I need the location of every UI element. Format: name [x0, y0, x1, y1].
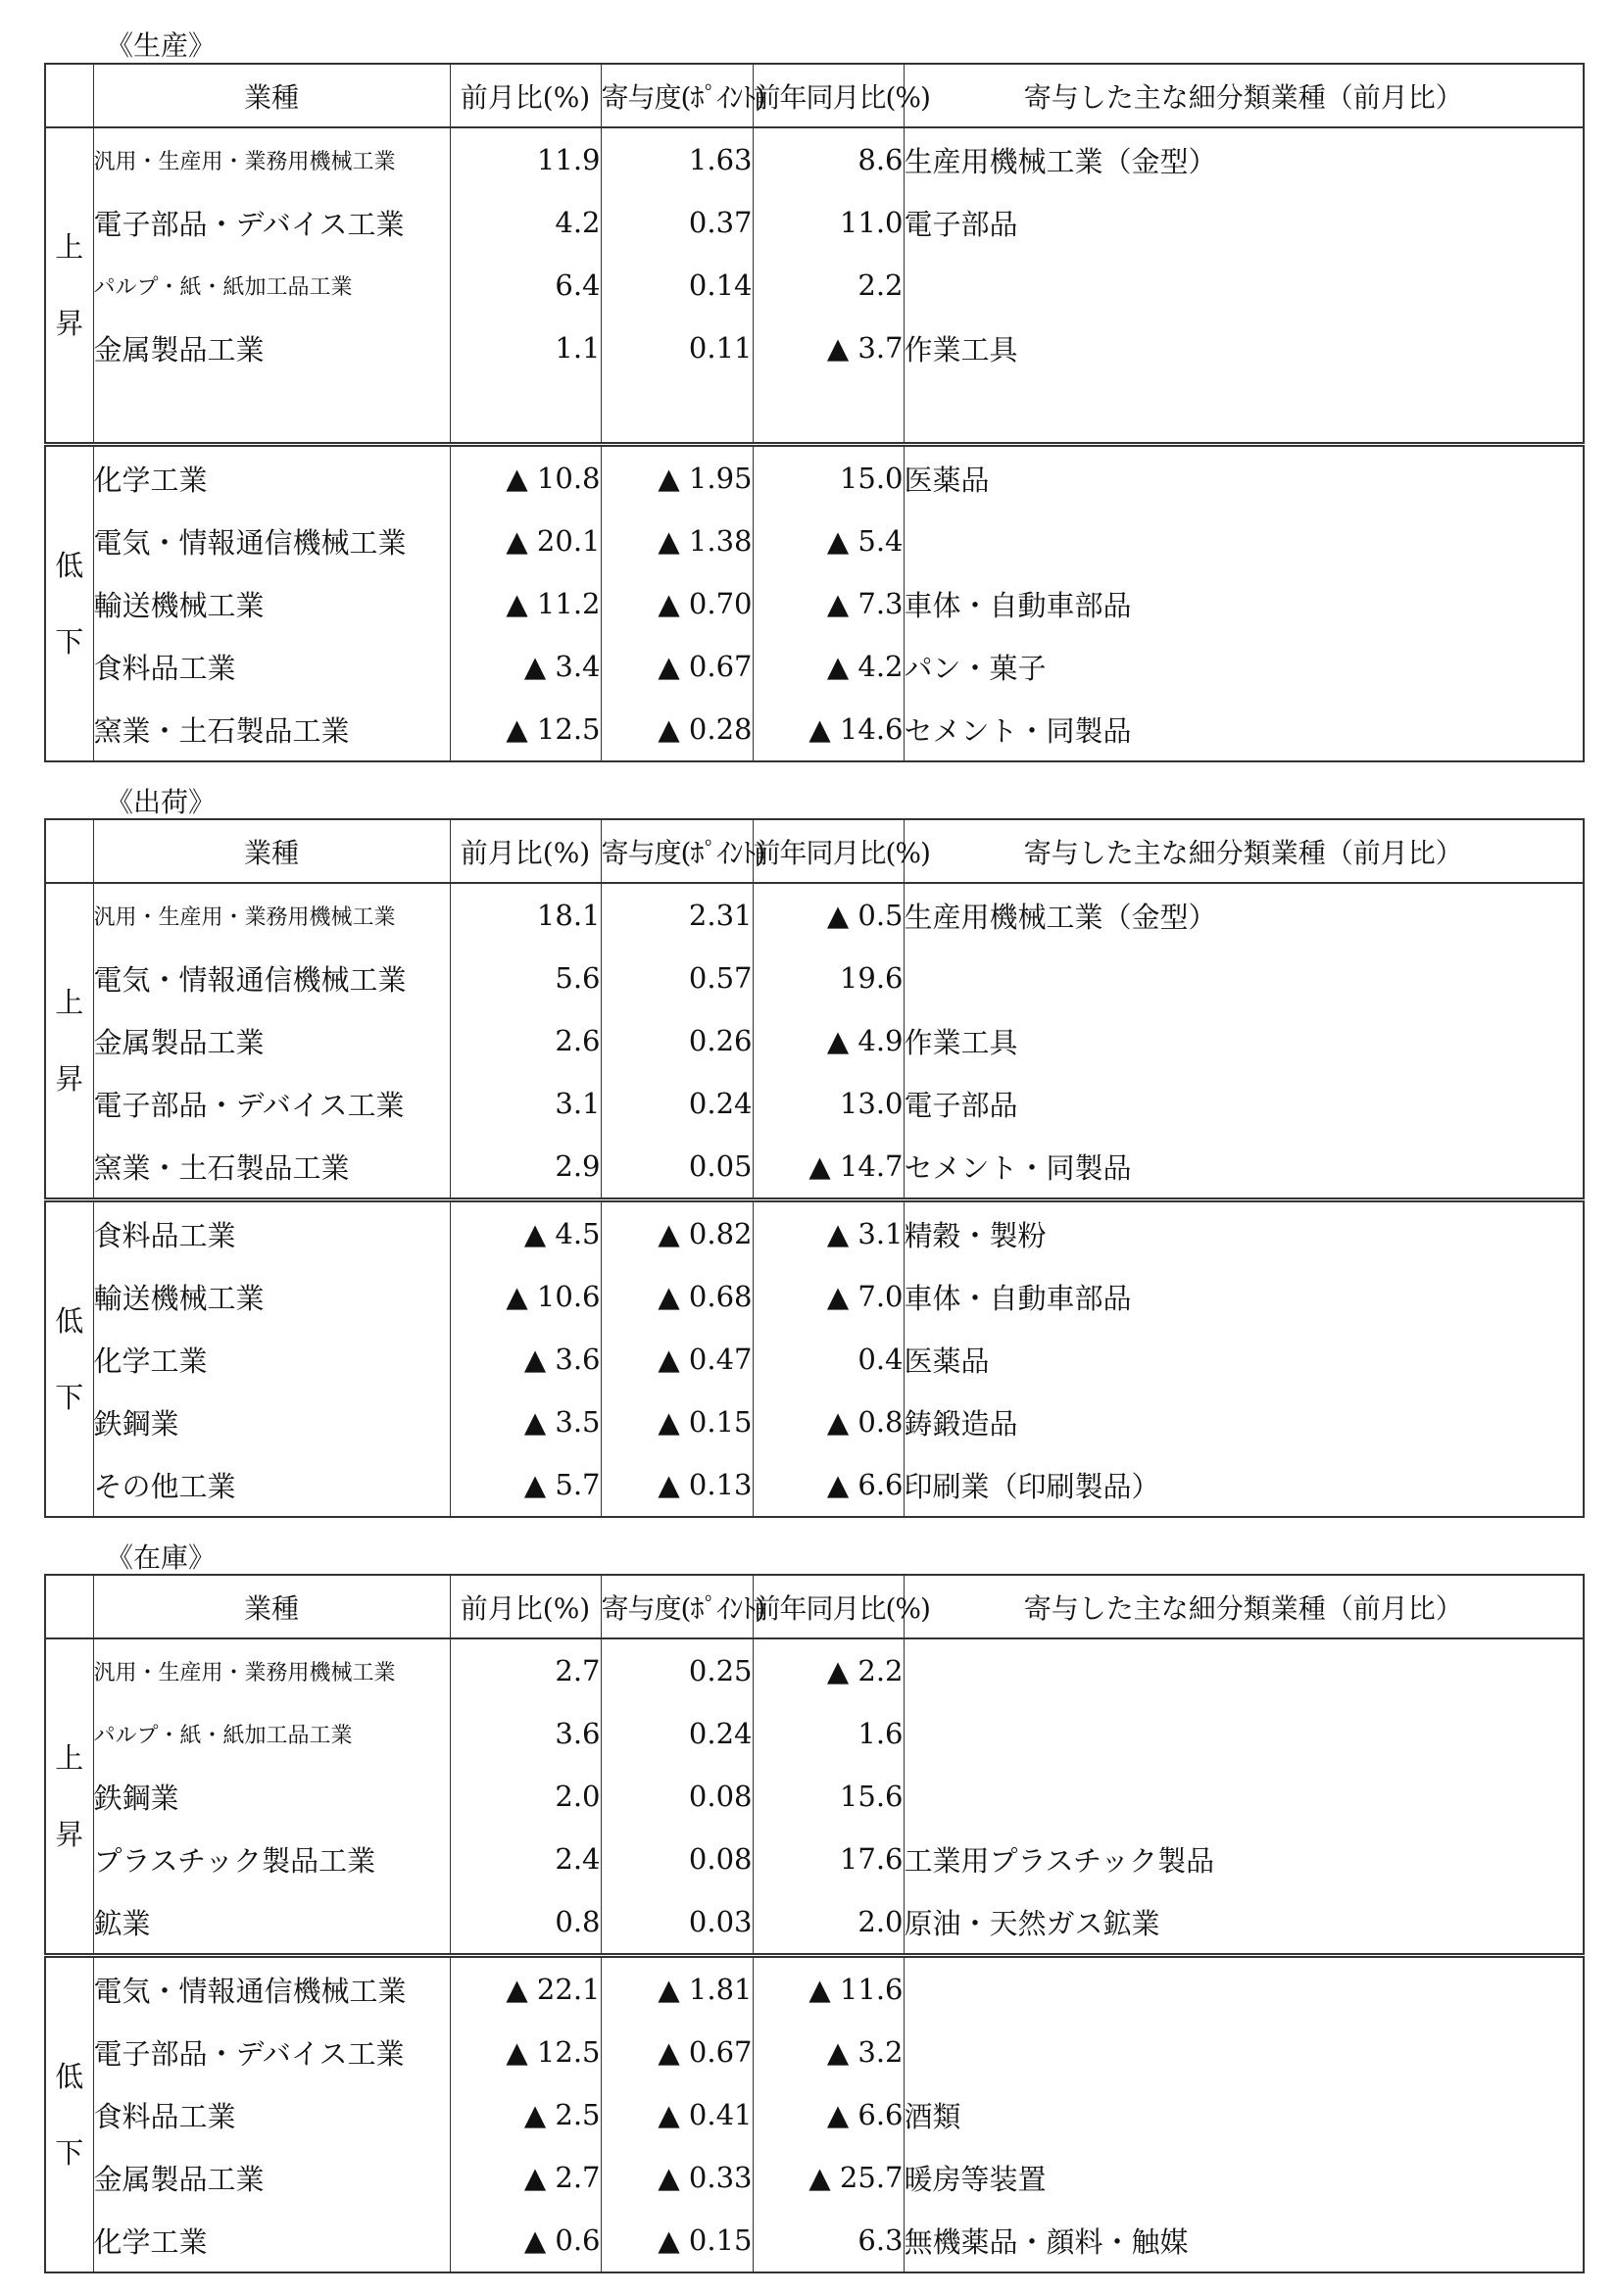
group-label-char: 上 — [55, 230, 84, 264]
yoy-change: 8.6 — [753, 127, 904, 191]
table-row — [45, 2209, 1584, 2272]
table-row — [45, 317, 1584, 379]
yoy-change: ▲ 11.6 — [753, 1956, 904, 2022]
industry-name: 汎用・生産用・業務用機械工業 — [93, 883, 450, 947]
industry-name: パルプ・紙・紙加工品工業 — [93, 254, 450, 317]
header-row — [45, 64, 1584, 127]
contribution: 0.24 — [601, 1072, 753, 1135]
header-mom: 前月比(%) — [450, 1575, 601, 1638]
table-row — [45, 2083, 1584, 2146]
table-row — [45, 1956, 1584, 2022]
header-industry: 業種 — [93, 64, 450, 127]
contribution: 0.14 — [601, 254, 753, 317]
contribution: ▲ 1.38 — [601, 510, 753, 572]
contribution: 1.63 — [601, 127, 753, 191]
subcategory — [904, 2021, 1584, 2083]
subcategory — [904, 1765, 1584, 1828]
table-row — [45, 510, 1584, 572]
mom-change — [450, 379, 601, 445]
table-row — [45, 1828, 1584, 1890]
industry-name: 窯業・土石製品工業 — [93, 698, 450, 761]
industry-name: 電子部品・デバイス工業 — [93, 2021, 450, 2083]
subcategory: 工業用プラスチック製品 — [904, 1828, 1584, 1890]
group-label-char: 昇 — [55, 1818, 84, 1851]
group-label-char: 下 — [55, 1381, 84, 1414]
table-row — [45, 698, 1584, 761]
yoy-change: ▲ 0.8 — [753, 1391, 904, 1453]
yoy-change: 15.0 — [753, 445, 904, 511]
yoy-change: ▲ 7.0 — [753, 1265, 904, 1328]
subcategory: 作業工具 — [904, 1009, 1584, 1072]
table-row — [45, 1009, 1584, 1072]
industry-name: 食料品工業 — [93, 2083, 450, 2146]
mom-change: ▲ 0.6 — [450, 2209, 601, 2272]
subcategory: 作業工具 — [904, 317, 1584, 379]
contribution: 0.37 — [601, 191, 753, 254]
table-row — [45, 445, 1584, 511]
yoy-change: ▲ 4.9 — [753, 1009, 904, 1072]
subcategory: 精穀・製粉 — [904, 1200, 1584, 1266]
header-contribution: 寄与度(ﾎﾟｲﾝﾄ) — [601, 64, 753, 127]
group-label-char: 下 — [55, 625, 84, 659]
section-title: 《在庫》 — [106, 1541, 217, 1574]
yoy-change: ▲ 7.3 — [753, 572, 904, 635]
subcategory: 原油・天然ガス鉱業 — [904, 1890, 1584, 1956]
header-row — [45, 819, 1584, 883]
header-group — [45, 819, 93, 883]
industry-name: 電気・情報通信機械工業 — [93, 510, 450, 572]
subcategory: 車体・自動車部品 — [904, 572, 1584, 635]
table-row — [45, 2021, 1584, 2083]
group-label-up — [45, 883, 93, 1200]
industry-name: 鉱業 — [93, 1890, 450, 1956]
industry-name: 窯業・土石製品工業 — [93, 1135, 450, 1200]
subcategory: パン・菓子 — [904, 635, 1584, 698]
industry-name: パルプ・紙・紙加工品工業 — [93, 1702, 450, 1765]
table-row — [45, 1638, 1584, 1702]
header-yoy: 前年同月比(%) — [753, 1575, 904, 1638]
yoy-change: ▲ 6.6 — [753, 2083, 904, 2146]
contribution: 0.08 — [601, 1765, 753, 1828]
production-table — [44, 63, 1585, 762]
mom-change: 3.1 — [450, 1072, 601, 1135]
group-label-down — [45, 1200, 93, 1518]
yoy-change: 1.6 — [753, 1702, 904, 1765]
contribution: 0.05 — [601, 1135, 753, 1200]
yoy-change: ▲ 6.6 — [753, 1453, 904, 1517]
industry-name — [93, 379, 450, 445]
yoy-change: 2.2 — [753, 254, 904, 317]
table-row — [45, 1453, 1584, 1517]
mom-change: ▲ 2.7 — [450, 2146, 601, 2209]
group-label-char: 下 — [55, 2136, 84, 2170]
contribution: ▲ 0.82 — [601, 1200, 753, 1266]
industry-name: 鉄鋼業 — [93, 1765, 450, 1828]
contribution: ▲ 0.13 — [601, 1453, 753, 1517]
table-row — [45, 883, 1584, 947]
subcategory — [904, 1638, 1584, 1702]
industry-name: プラスチック製品工業 — [93, 1828, 450, 1890]
industry-name: 電気・情報通信機械工業 — [93, 1956, 450, 2022]
subcategory — [904, 379, 1584, 445]
mom-change: 1.1 — [450, 317, 601, 379]
contribution: 0.57 — [601, 947, 753, 1009]
contribution: ▲ 0.28 — [601, 698, 753, 761]
mom-change: ▲ 2.5 — [450, 2083, 601, 2146]
industry-name: 金属製品工業 — [93, 317, 450, 379]
contribution: ▲ 0.70 — [601, 572, 753, 635]
mom-change: ▲ 3.6 — [450, 1328, 601, 1391]
industry-name: 汎用・生産用・業務用機械工業 — [93, 127, 450, 191]
header-subcategory: 寄与した主な細分類業種（前月比） — [904, 1575, 1584, 1638]
industry-name: 食料品工業 — [93, 635, 450, 698]
subcategory: 無機薬品・顔料・触媒 — [904, 2209, 1584, 2272]
mom-change: 5.6 — [450, 947, 601, 1009]
group-label-char: 低 — [55, 549, 84, 582]
header-subcategory: 寄与した主な細分類業種（前月比） — [904, 64, 1584, 127]
group-label-char: 上 — [55, 986, 84, 1019]
contribution: ▲ 0.15 — [601, 1391, 753, 1453]
mom-change: ▲ 3.5 — [450, 1391, 601, 1453]
industry-name: 食料品工業 — [93, 1200, 450, 1266]
industry-name: 汎用・生産用・業務用機械工業 — [93, 1638, 450, 1702]
subcategory — [904, 1702, 1584, 1765]
subcategory: 鋳鍛造品 — [904, 1391, 1584, 1453]
yoy-change: ▲ 25.7 — [753, 2146, 904, 2209]
group-label-up — [45, 1638, 93, 1956]
table-row — [45, 1702, 1584, 1765]
industry-name: その他工業 — [93, 1453, 450, 1517]
table-row — [45, 947, 1584, 1009]
industry-name: 金属製品工業 — [93, 1009, 450, 1072]
industry-name: 電子部品・デバイス工業 — [93, 191, 450, 254]
contribution: ▲ 0.47 — [601, 1328, 753, 1391]
mom-change: 11.9 — [450, 127, 601, 191]
group-label-up — [45, 127, 93, 445]
industry-name: 電子部品・デバイス工業 — [93, 1072, 450, 1135]
inventory-table — [44, 1574, 1585, 2273]
contribution: ▲ 0.68 — [601, 1265, 753, 1328]
header-mom: 前月比(%) — [450, 64, 601, 127]
yoy-change: 19.6 — [753, 947, 904, 1009]
subcategory — [904, 254, 1584, 317]
contribution: ▲ 0.33 — [601, 2146, 753, 2209]
subcategory: 医薬品 — [904, 1328, 1584, 1391]
header-yoy: 前年同月比(%) — [753, 64, 904, 127]
yoy-change: ▲ 5.4 — [753, 510, 904, 572]
mom-change: 2.6 — [450, 1009, 601, 1072]
subcategory: 生産用機械工業（金型） — [904, 883, 1584, 947]
contribution: 0.26 — [601, 1009, 753, 1072]
yoy-change: ▲ 14.7 — [753, 1135, 904, 1200]
industry-name: 化学工業 — [93, 1328, 450, 1391]
mom-change: 2.7 — [450, 1638, 601, 1702]
yoy-change: ▲ 2.2 — [753, 1638, 904, 1702]
contribution: ▲ 1.81 — [601, 1956, 753, 2022]
contribution: 0.03 — [601, 1890, 753, 1956]
table-row — [45, 254, 1584, 317]
group-label-char: 低 — [55, 2060, 84, 2093]
mom-change: ▲ 20.1 — [450, 510, 601, 572]
contribution: ▲ 1.95 — [601, 445, 753, 511]
contribution: ▲ 0.67 — [601, 2021, 753, 2083]
table-row — [45, 1890, 1584, 1956]
mom-change: ▲ 22.1 — [450, 1956, 601, 2022]
header-row — [45, 1575, 1584, 1638]
section-title: 《生産》 — [106, 29, 217, 62]
industry-name: 金属製品工業 — [93, 2146, 450, 2209]
table-row — [45, 1265, 1584, 1328]
mom-change: ▲ 12.5 — [450, 698, 601, 761]
industry-name: 鉄鋼業 — [93, 1391, 450, 1453]
industry-name: 輸送機械工業 — [93, 1265, 450, 1328]
yoy-change: 6.3 — [753, 2209, 904, 2272]
header-contribution: 寄与度(ﾎﾟｲﾝﾄ) — [601, 819, 753, 883]
subcategory — [904, 1956, 1584, 2022]
table-row — [45, 191, 1584, 254]
table-row — [45, 1391, 1584, 1453]
mom-change: 2.4 — [450, 1828, 601, 1890]
contribution: 0.25 — [601, 1638, 753, 1702]
contribution: 2.31 — [601, 883, 753, 947]
yoy-change: ▲ 0.5 — [753, 883, 904, 947]
shipments-table — [44, 818, 1585, 1518]
mom-change: ▲ 11.2 — [450, 572, 601, 635]
table-row — [45, 1135, 1584, 1200]
subcategory: セメント・同製品 — [904, 1135, 1584, 1200]
header-yoy: 前年同月比(%) — [753, 819, 904, 883]
subcategory: 電子部品 — [904, 191, 1584, 254]
subcategory: セメント・同製品 — [904, 698, 1584, 761]
mom-change: ▲ 10.6 — [450, 1265, 601, 1328]
group-label-char: 昇 — [55, 307, 84, 340]
group-label-down — [45, 1956, 93, 2273]
mom-change: 0.8 — [450, 1890, 601, 1956]
yoy-change: 11.0 — [753, 191, 904, 254]
subcategory: 医薬品 — [904, 445, 1584, 511]
table-row — [45, 379, 1584, 445]
group-label-char: 上 — [55, 1741, 84, 1775]
header-group — [45, 1575, 93, 1638]
industry-name: 電気・情報通信機械工業 — [93, 947, 450, 1009]
mom-change: ▲ 10.8 — [450, 445, 601, 511]
yoy-change: 13.0 — [753, 1072, 904, 1135]
contribution: ▲ 0.41 — [601, 2083, 753, 2146]
yoy-change: 2.0 — [753, 1890, 904, 1956]
mom-change: 2.0 — [450, 1765, 601, 1828]
contribution: ▲ 0.67 — [601, 635, 753, 698]
table-row — [45, 1200, 1584, 1266]
contribution: 0.24 — [601, 1702, 753, 1765]
subcategory: 生産用機械工業（金型） — [904, 127, 1584, 191]
mom-change: ▲ 5.7 — [450, 1453, 601, 1517]
subcategory — [904, 510, 1584, 572]
yoy-change: ▲ 3.2 — [753, 2021, 904, 2083]
yoy-change: 17.6 — [753, 1828, 904, 1890]
header-mom: 前月比(%) — [450, 819, 601, 883]
mom-change: 6.4 — [450, 254, 601, 317]
yoy-change: ▲ 3.7 — [753, 317, 904, 379]
mom-change: 18.1 — [450, 883, 601, 947]
table-row — [45, 1328, 1584, 1391]
table-row — [45, 635, 1584, 698]
table-row — [45, 572, 1584, 635]
table-row — [45, 127, 1584, 191]
industry-name: 化学工業 — [93, 2209, 450, 2272]
mom-change: 4.2 — [450, 191, 601, 254]
industry-name: 化学工業 — [93, 445, 450, 511]
mom-change: ▲ 4.5 — [450, 1200, 601, 1266]
header-subcategory: 寄与した主な細分類業種（前月比） — [904, 819, 1584, 883]
yoy-change: ▲ 3.1 — [753, 1200, 904, 1266]
contribution: 0.11 — [601, 317, 753, 379]
yoy-change — [753, 379, 904, 445]
subcategory: 電子部品 — [904, 1072, 1584, 1135]
header-contribution: 寄与度(ﾎﾟｲﾝﾄ) — [601, 1575, 753, 1638]
contribution: ▲ 0.15 — [601, 2209, 753, 2272]
subcategory: 車体・自動車部品 — [904, 1265, 1584, 1328]
yoy-change: ▲ 14.6 — [753, 698, 904, 761]
mom-change: ▲ 12.5 — [450, 2021, 601, 2083]
group-label-char: 低 — [55, 1304, 84, 1338]
subcategory: 酒類 — [904, 2083, 1584, 2146]
group-label-down — [45, 445, 93, 762]
yoy-change: 0.4 — [753, 1328, 904, 1391]
mom-change: 2.9 — [450, 1135, 601, 1200]
industry-name: 輸送機械工業 — [93, 572, 450, 635]
header-group — [45, 64, 93, 127]
yoy-change: 15.6 — [753, 1765, 904, 1828]
contribution: 0.08 — [601, 1828, 753, 1890]
subcategory: 暖房等装置 — [904, 2146, 1584, 2209]
subcategory: 印刷業（印刷製品） — [904, 1453, 1584, 1517]
table-row — [45, 2146, 1584, 2209]
mom-change: ▲ 3.4 — [450, 635, 601, 698]
yoy-change: ▲ 4.2 — [753, 635, 904, 698]
contribution — [601, 379, 753, 445]
header-industry: 業種 — [93, 819, 450, 883]
group-label-char: 昇 — [55, 1062, 84, 1096]
header-industry: 業種 — [93, 1575, 450, 1638]
table-row — [45, 1765, 1584, 1828]
table-row — [45, 1072, 1584, 1135]
section-title: 《出荷》 — [106, 786, 217, 818]
subcategory — [904, 947, 1584, 1009]
mom-change: 3.6 — [450, 1702, 601, 1765]
